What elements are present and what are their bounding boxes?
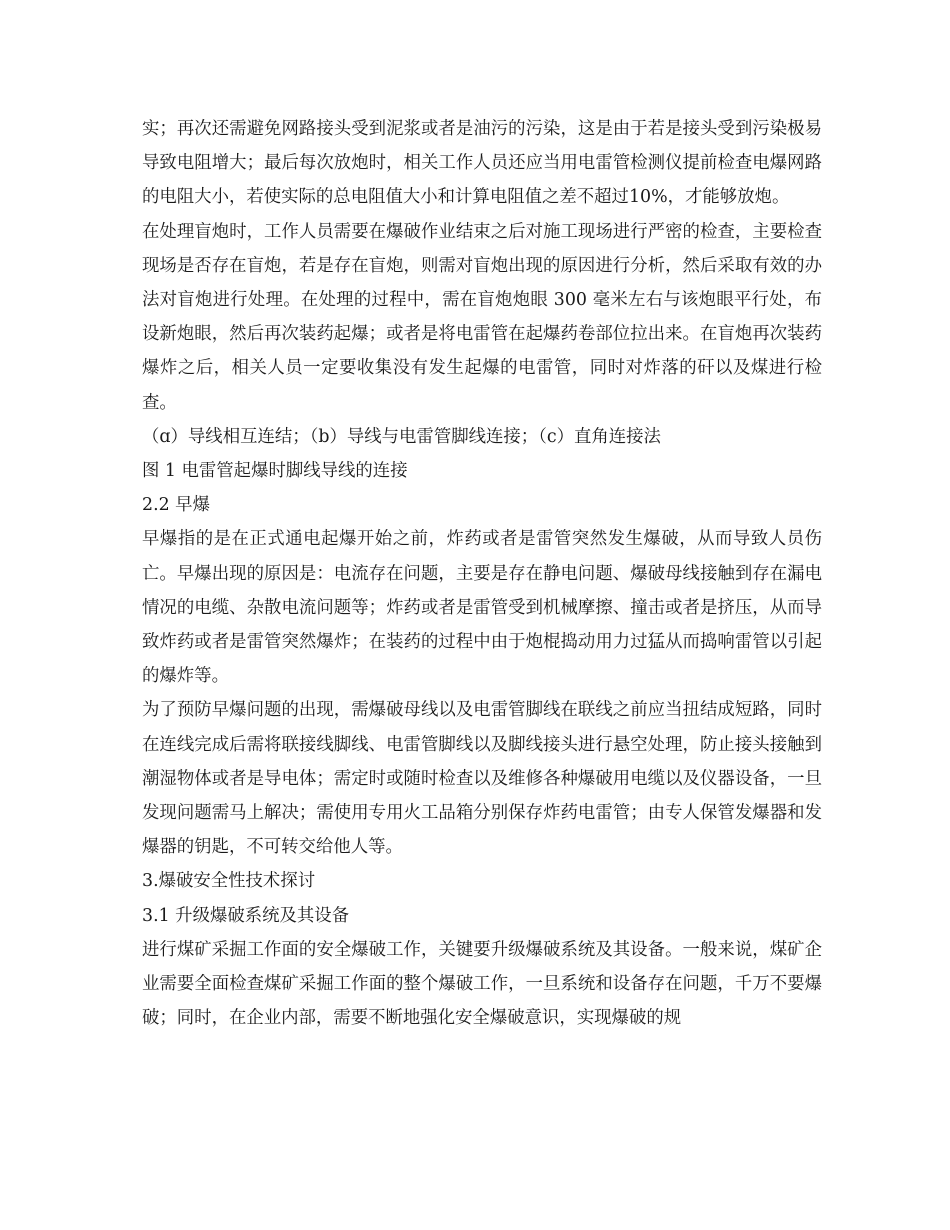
section-heading-blast-safety: 3.爆破安全性技术探讨	[142, 871, 316, 892]
paragraph-resistance-check: 实；再次还需避免网路接头受到泥浆或者是油污的污染，这是由于若是接头受到污染极易导致电阻增大；最后每次放炮时，相关工作人员还应当用电雷管检测仪提前检查电爆网路的电阻大小，若使实际的总电阻值大小和计算电阻值之差不超过10%，才能够放炮。	[142, 119, 822, 208]
document-body	[142, 112, 822, 1035]
paragraph-misfire-handling: 在处理盲炮时，工作人员需要在爆破作业结束之后对施工现场进行严密的检查，主要检查现场是否存在盲炮，若是存在盲炮，则需对盲炮出现的原因进行分析，然后采取有效的办法对盲炮进行处理。在处理的过程中，需在盲炮炮眼 300 毫米左右与该炮眼平行处，布设新炮眼，然后再次装药起爆；或者是将电雷管在起爆药卷部位拉出来。在盲炮再次装药爆炸之后，相关人员一定要收集没有发生起爆的电雷管，同时对炸落的矸以及煤进行检查。	[142, 221, 822, 413]
section-heading-upgrade-system: 3.1 升级爆破系统及其设备	[142, 905, 350, 926]
paragraph-upgrade-system: 进行煤矿采掘工作面的安全爆破工作，关键要升级爆破系统及其设备。一般来说，煤矿企业需要全面检查煤矿采掘工作面的整个爆破工作，一旦系统和设备存在问题，千万不要爆破；同时，在企业内部，需要不断地强化安全爆破意识，实现爆破的规	[142, 939, 822, 1029]
figure-caption: 图 1 电雷管起爆时脚线导线的连接	[142, 461, 408, 482]
paragraph-premature-blast-definition: 早爆指的是在正式通电起爆开始之前，炸药或者是雷管突然发生爆破，从而导致人员伤亡。早爆出现的原因是：电流存在问题，主要是存在静电问题、爆破母线接触到存在漏电情况的电缆、杂散电流问题等；炸药或者是雷管受到机械摩擦、撞击或者是挤压，从而导致炸药或者是雷管突然爆炸；在装药的过程中由于炮棍捣动用力过猛从而捣响雷管以引起的爆炸等。	[142, 529, 822, 687]
figure-subcaptions: （ɑ）导线相互连结；（b）导线与电雷管脚线连接；（c）直角连接法	[142, 426, 661, 447]
section-heading-premature-blast: 2.2 早爆	[142, 495, 210, 516]
paragraph-premature-blast-prevention: 为了预防早爆问题的出现，需爆破母线以及电雷管脚线在联线之前应当扭结成短路，同时在连线完成后需将联接线脚线、电雷管脚线以及脚线接头进行悬空处理，防止接头接触到潮湿物体或者是导电体；需定时或随时检查以及维修各种爆破用电缆以及仪器设备，一旦发现问题需马上解决；需使用专用火工品箱分别保存炸药电雷管；由专人保管发爆器和发爆器的钥匙，不可转交给他人等。	[142, 700, 822, 858]
